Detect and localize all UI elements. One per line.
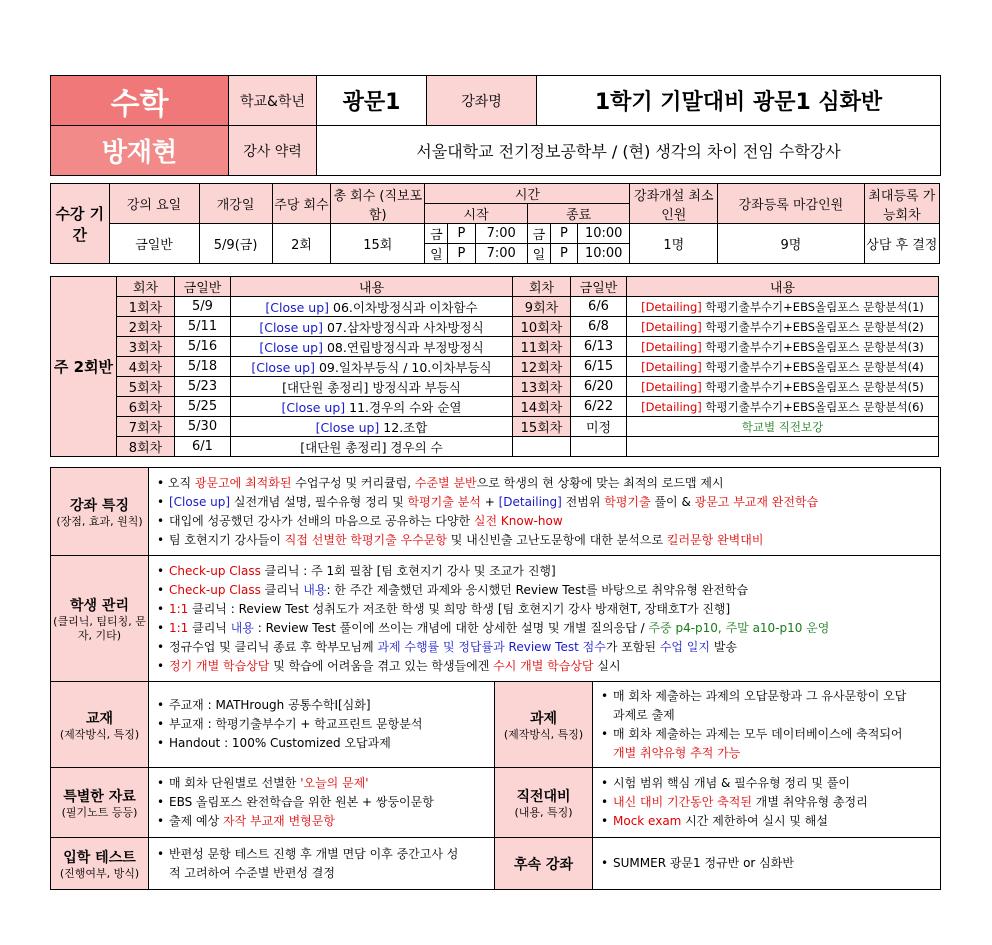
management-item: • 정기 개별 학습상담 및 학습에 어려움을 겪고 있는 학생들에겐 수시 개별 학습상담 실시 <box>157 657 940 676</box>
final-list <box>593 774 940 831</box>
session-content <box>231 377 513 397</box>
session-content <box>231 357 513 377</box>
textbook-label: 교재 <box>85 710 114 727</box>
time-cell: 10:00 <box>578 244 630 264</box>
session-text: [대단원 총정리] 경우의 수 <box>300 439 443 455</box>
session-tag: [Detailing] <box>641 339 702 354</box>
final-item: • Mock exam 시간 제한하여 실시 및 해설 <box>601 812 940 831</box>
session-date: 6/1 <box>175 437 231 457</box>
session-tag: [Detailing] <box>641 299 702 314</box>
time-cell: 7:00 <box>475 224 527 244</box>
start-header: 개강일 <box>199 184 272 224</box>
final-content <box>593 768 941 838</box>
session-tag: [Close up] <box>259 319 323 335</box>
session-content <box>231 437 513 457</box>
session-content <box>627 397 939 417</box>
textbook-label-cell <box>51 682 149 768</box>
special-list <box>149 774 494 831</box>
follow-item: • SUMMER 광문1 정규반 or 심화반 <box>601 854 940 873</box>
session-no: 8회차 <box>117 437 175 457</box>
management-content <box>149 556 941 682</box>
session-text: 학평기출부수기+EBS올림포스 문항분석(4) <box>705 359 924 374</box>
management-label: 학생 관리 <box>70 597 129 614</box>
special-label-cell <box>51 768 149 838</box>
session-content <box>231 417 513 437</box>
textbook-item: • Handout : 100% Customized 오답과제 <box>157 734 494 753</box>
session-tag: [Close up] <box>259 339 323 355</box>
session-date: 5/30 <box>175 417 231 437</box>
final-label: 직전대비 <box>516 788 571 805</box>
session-date: 5/16 <box>175 337 231 357</box>
features-item: • 팀 호현지기 강사들이 직접 선별한 학평기출 우수문항 및 내신빈출 고난도문항에 대한 분석으로 킬러문항 완벽대비 <box>157 531 940 550</box>
course-title: 1학기 기말대비 광문1 심화반 <box>537 76 941 126</box>
session-text: 학평기출부수기+EBS올림포스 문항분석(3) <box>705 339 924 354</box>
course-label: 강좌명 <box>427 76 537 126</box>
session-content <box>627 377 939 397</box>
session-content <box>627 437 939 457</box>
homework-label-cell <box>495 682 593 768</box>
session-text: [대단원 총정리] 방정식과 부등식 <box>282 379 461 395</box>
col-header: 내용 <box>627 277 939 297</box>
homework-content <box>593 682 941 768</box>
session-date: 5/9 <box>175 297 231 317</box>
session-no: 12회차 <box>513 357 571 377</box>
session-text: 12.조합 <box>383 419 428 435</box>
session-text: 09.일차부등식 / 10.이차부등식 <box>318 359 492 375</box>
session-date: 5/11 <box>175 317 231 337</box>
features-content <box>149 468 941 556</box>
final-item: • 시험 범위 핵심 개념 & 필수유형 정리 및 풀이 <box>601 774 940 793</box>
session-no: 9회차 <box>513 297 571 317</box>
end-time-header: 종료 <box>527 204 630 224</box>
entry-list <box>149 845 494 883</box>
session-tag: [Close up] <box>251 359 315 375</box>
session-date: 6/8 <box>571 317 627 337</box>
session-date: 5/18 <box>175 357 231 377</box>
lower-table <box>50 681 941 890</box>
management-item: • 정규수업 및 클리닉 종료 후 학부모님께 과제 수행률 및 정답률과 Review Test 점수가 포함된 수업 일지 발송 <box>157 638 940 657</box>
management-list <box>149 562 940 676</box>
entry-sub: (진행여부, 방식) <box>59 866 140 880</box>
start-value: 5/9(금) <box>199 224 272 264</box>
textbook-content <box>149 682 495 768</box>
total-header: 총 회수 (직보포함) <box>331 184 425 224</box>
follow-label: 후속 강좌 <box>514 856 573 873</box>
session-tag: [Detailing] <box>641 399 702 414</box>
management-sub: (클리닉, 팀티칭, 문자, 기타) <box>53 614 146 642</box>
management-item: • Check-up Class 클리닉 : 주 1회 필참 [팀 호현지기 강사 및 조교가 진행] <box>157 562 940 581</box>
homework-sub: (제작방식, 특징) <box>503 727 584 741</box>
session-text: 06.이차방정식과 이차함수 <box>333 299 478 315</box>
info-table <box>50 467 941 682</box>
management-item: • 1:1 클리닉 내용 : Review Test 풀이에 쓰이는 개념에 대한 상세한 설명 및 개별 질의응답 / 주중 p4-p10, 주말 a10-p10 운영 <box>157 619 940 638</box>
session-no: 4회차 <box>117 357 175 377</box>
min-value: 1명 <box>630 224 718 264</box>
bio-label: 강사 약력 <box>229 126 317 176</box>
schedule-label: 주 2회반 <box>51 277 117 457</box>
session-text: 학평기출부수기+EBS올림포스 문항분석(6) <box>705 399 924 414</box>
session-content <box>627 357 939 377</box>
session-content <box>231 317 513 337</box>
textbook-list <box>149 696 494 753</box>
entry-content <box>149 838 495 890</box>
max-header: 최대등록 가능회차 <box>864 184 939 224</box>
school: 광문1 <box>317 76 427 126</box>
management-label-cell <box>51 556 149 682</box>
session-tag: [Detailing] <box>641 319 702 334</box>
session-no: 15회차 <box>513 417 571 437</box>
features-item: • [Close up] 실전개념 설명, 필수유형 정리 및 학평기출 분석 + [Detailing] 전범위 학평기출 풀이 & 광문고 부교재 완전학습 <box>157 493 940 512</box>
time-cell: 금 <box>425 224 448 244</box>
session-no: 14회차 <box>513 397 571 417</box>
session-content <box>627 297 939 317</box>
session-date <box>571 437 627 457</box>
time-cell: P <box>448 224 475 244</box>
session-text: 학교별 직전보강 <box>741 419 824 434</box>
follow-content <box>593 838 941 890</box>
min-header: 강좌개설 최소인원 <box>630 184 718 224</box>
follow-label-cell <box>495 838 593 890</box>
time-cell: P <box>448 244 475 264</box>
features-item: • • 오직 광문고에 최적화된 수업구성 및 커리큘럼, 수준별 분반으로 학생의 현 상황에 맞는 최적의 로드맵 제시 <box>157 474 940 493</box>
features-label-cell <box>51 468 149 556</box>
final-sub: (내용, 특징) <box>514 805 573 819</box>
special-content <box>149 768 495 838</box>
session-no: 3회차 <box>117 337 175 357</box>
time-cell: 금 <box>527 224 550 244</box>
session-no: 5회차 <box>117 377 175 397</box>
col-header: 회차 <box>117 277 175 297</box>
features-item: • 대입에 성공했던 강사가 선배의 마음으로 공유하는 다양한 실전 Know-how <box>157 512 940 531</box>
homework-label: 과제 <box>529 710 558 727</box>
session-date: 6/22 <box>571 397 627 417</box>
homework-list <box>593 687 940 763</box>
session-text: 학평기출부수기+EBS올림포스 문항분석(1) <box>705 299 924 314</box>
session-text: 07.삼차방정식과 사차방정식 <box>326 319 484 335</box>
session-no: 10회차 <box>513 317 571 337</box>
session-date: 6/6 <box>571 297 627 317</box>
col-header: 금일반 <box>571 277 627 297</box>
final-item: • 내신 대비 기간동안 축적된 개별 취약유형 총정리 <box>601 793 940 812</box>
time-cell: P <box>550 224 577 244</box>
entry-label: 입학 테스트 <box>63 849 136 866</box>
subject: 수학 <box>51 76 229 126</box>
follow-list <box>593 854 940 873</box>
session-no: 13회차 <box>513 377 571 397</box>
session-content <box>627 317 939 337</box>
time-cell: 10:00 <box>578 224 630 244</box>
deadline-value: 9명 <box>718 224 864 264</box>
features-list <box>149 474 940 550</box>
session-no: 7회차 <box>117 417 175 437</box>
session-tag: [Detailing] <box>641 359 702 374</box>
time-cell: 일 <box>425 244 448 264</box>
features-label: 강좌 특징 <box>70 497 129 514</box>
textbook-item: • 주교재 : MATHrough 공통수학Ⅰ[심화] <box>157 696 494 715</box>
teacher-name: 방재현 <box>51 126 229 176</box>
period-label: 수강 기간 <box>51 184 110 264</box>
session-no: 2회차 <box>117 317 175 337</box>
session-no: 11회차 <box>513 337 571 357</box>
weekly-value: 2회 <box>272 224 331 264</box>
session-date: 5/25 <box>175 397 231 417</box>
entry-item: • 반편성 문항 테스트 진행 후 개별 면담 이후 중간고사 성적 고려하여 수준별 반편성 결정 <box>157 845 469 883</box>
day-value: 금일반 <box>109 224 199 264</box>
textbook-item: • 부교재 : 학평기출부수기 + 학교프린트 문항분석 <box>157 715 494 734</box>
management-item: • 1:1 클리닉 : Review Test 성취도가 저조한 학생 및 희망 학생 [팀 호현지기 강사 방재현T, 장태호T가 진행] <box>157 600 940 619</box>
session-content <box>231 337 513 357</box>
session-date: 6/13 <box>571 337 627 357</box>
session-text: 학평기출부수기+EBS올림포스 문항분석(5) <box>705 379 924 394</box>
homework-item: • 매 회차 제출하는 과제는 모두 데이터베이스에 축적되어 개별 취약유형 추적 가능 <box>601 725 913 763</box>
col-header: 금일반 <box>175 277 231 297</box>
session-tag: [Close up] <box>265 299 330 315</box>
special-item: • 출제 예상 자작 부교재 변형문항 <box>157 812 494 831</box>
session-text: 학평기출부수기+EBS올림포스 문항분석(2) <box>705 319 924 334</box>
day-header: 강의 요일 <box>109 184 199 224</box>
management-item: • Check-up Class 클리닉 내용: 한 주간 제출했던 과제와 응시했던 Review Test를 바탕으로 취약유형 완전학습 <box>157 581 940 600</box>
header-table <box>50 75 941 176</box>
session-tag: [Detailing] <box>641 379 702 394</box>
session-no: 6회차 <box>117 397 175 417</box>
school-label: 학교&학년 <box>229 76 317 126</box>
weekly-header: 주당 회수 <box>272 184 331 224</box>
session-tag: [Close up] <box>315 419 380 435</box>
session-content <box>231 397 513 417</box>
session-content <box>627 337 939 357</box>
session-date: 6/15 <box>571 357 627 377</box>
session-no <box>513 437 571 457</box>
special-item: • 매 회차 단원별로 선별한 '오늘의 문제' <box>157 774 494 793</box>
entry-label-cell <box>51 838 149 890</box>
session-no: 1회차 <box>117 297 175 317</box>
textbook-sub: (제작방식, 특징) <box>59 727 140 741</box>
session-text: 08.연립방정식과 부정방정식 <box>326 339 484 355</box>
start-time-header: 시작 <box>425 204 527 224</box>
period-table <box>50 183 940 264</box>
homework-item: • 매 회차 제출하는 과제의 오답문항과 그 유사문항이 오답과제로 출제 <box>601 687 913 725</box>
col-header: 내용 <box>231 277 513 297</box>
session-date: 미정 <box>571 417 627 437</box>
special-label: 특별한 자료 <box>63 788 136 805</box>
session-tag: [Close up] <box>281 399 346 415</box>
final-label-cell <box>495 768 593 838</box>
bio: 서울대학교 전기정보공학부 / (현) 생각의 차이 전임 수학강사 <box>317 126 941 176</box>
max-value: 상담 후 결정 <box>864 224 939 264</box>
time-cell: P <box>550 244 577 264</box>
time-cell: 7:00 <box>475 244 527 264</box>
features-sub: (장점, 효과, 원칙) <box>56 514 143 528</box>
deadline-header: 강좌등록 마감인원 <box>718 184 864 224</box>
session-text: 11.경우의 수와 순열 <box>349 399 462 415</box>
special-sub: (필기노트 등등) <box>61 805 138 819</box>
time-cell: 일 <box>527 244 550 264</box>
total-value: 15회 <box>331 224 425 264</box>
session-date: 6/20 <box>571 377 627 397</box>
schedule-table <box>50 276 939 457</box>
session-content <box>231 297 513 317</box>
time-header: 시간 <box>425 184 630 204</box>
col-header: 회차 <box>513 277 571 297</box>
special-item: • EBS 올림포스 완전학습을 위한 원본 + 쌍둥이문항 <box>157 793 494 812</box>
session-content <box>627 417 939 437</box>
session-date: 5/23 <box>175 377 231 397</box>
